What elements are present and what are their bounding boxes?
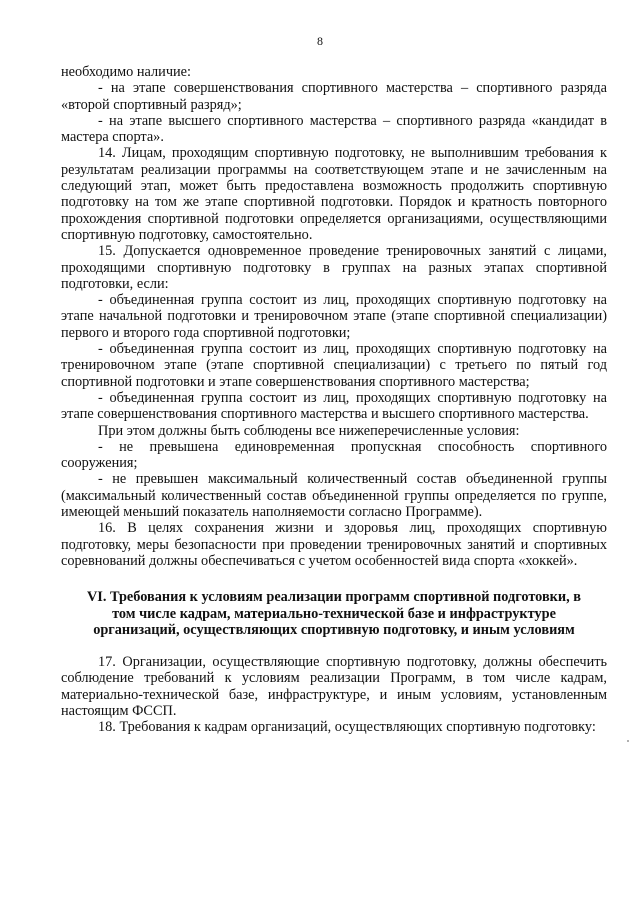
paragraph: - объединенная группа состоит из лиц, проходящих спортивную подготовку на тренировочном этапе (этапе спортивной специализации) с третьего по пятый год спортивной подготовки и этапе совершенствования спортивного мастерства; (61, 341, 607, 390)
page-number: 8 (317, 34, 323, 48)
section-heading (61, 589, 607, 638)
paragraph: 18. Требования к кадрам организаций, осуществляющих спортивную подготовку: (98, 719, 596, 736)
document-body (61, 64, 607, 736)
paragraph: При этом должны быть соблюдены все нижеперечисленные условия: (98, 422, 520, 439)
paragraph: - не превышен максимальный количественный состав объединенной группы (максимальный количественный состав объединенной группы определяется по группе, имеющей меньший показатель наполняемости согласно Программе). (61, 471, 607, 521)
section-heading-line: VI. Требования к условиям реализации программ спортивной подготовки, в (86, 589, 582, 606)
paragraph: 17. Организации, осуществляющие спортивную подготовку, должны обеспечить соблюдение требований к условиям реализации Программ, в том числе кадрам, материально-технической базе, инфраструктуре, и иным условиям, установленным настоящим ФССП. (61, 654, 607, 719)
paragraph: 15. Допускается одновременное проведение тренировочных занятий с лицами, проходящими спортивную подготовку в группах на разных этапах спортивной подготовки, если: (61, 243, 607, 292)
section-heading-line: организаций, осуществляющих спортивную подготовку, и иным условиям (93, 621, 575, 638)
scan-speck (627, 740, 629, 742)
paragraph: - не превышена единовременная пропускная способность спортивного сооружения; (61, 438, 607, 472)
paragraph: необходимо наличие: (61, 64, 191, 80)
section-heading-line: том числе кадрам, материально-технической базе и инфраструктуре (112, 605, 556, 622)
paragraph: - объединенная группа состоит из лиц, проходящих спортивную подготовку на этапе совершенствования спортивного мастерства и высшего спортивного мастерства. (61, 389, 607, 423)
paragraph: - на этапе совершенствования спортивного мастерства – спортивного разряда «второй спортивный разряд»; (61, 80, 607, 113)
paragraph: - объединенная группа состоит из лиц, проходящих спортивную подготовку на этапе начальной подготовки и тренировочном этапе (этапе спортивной специализации) первого и второго года спортивной подготовки; (61, 292, 607, 341)
paragraph: 14. Лицам, проходящим спортивную подготовку, не выполнившим требования к результатам реализации программы на соответствующем этапе и не зачисленным на следующий этап, может быть предоставлена возможность продолжить спортивную подготовку на том же этапе спортивной подготовки. Порядок и кратность повторного прохождения спортивной подготовки определяется организациями, осуществляющими спортивную подготовку, самостоятельно. (61, 145, 607, 243)
paragraph: 16. В целях сохранения жизни и здоровья лиц, проходящих спортивную подготовку, меры безопасности при проведении тренировочных занятий и спортивных соревнований должны обеспечиваться с учетом особенностей вида спорта «хоккей». (61, 520, 607, 569)
paragraph: - на этапе высшего спортивного мастерства – спортивного разряда «кандидат в мастера спорта». (61, 112, 607, 146)
